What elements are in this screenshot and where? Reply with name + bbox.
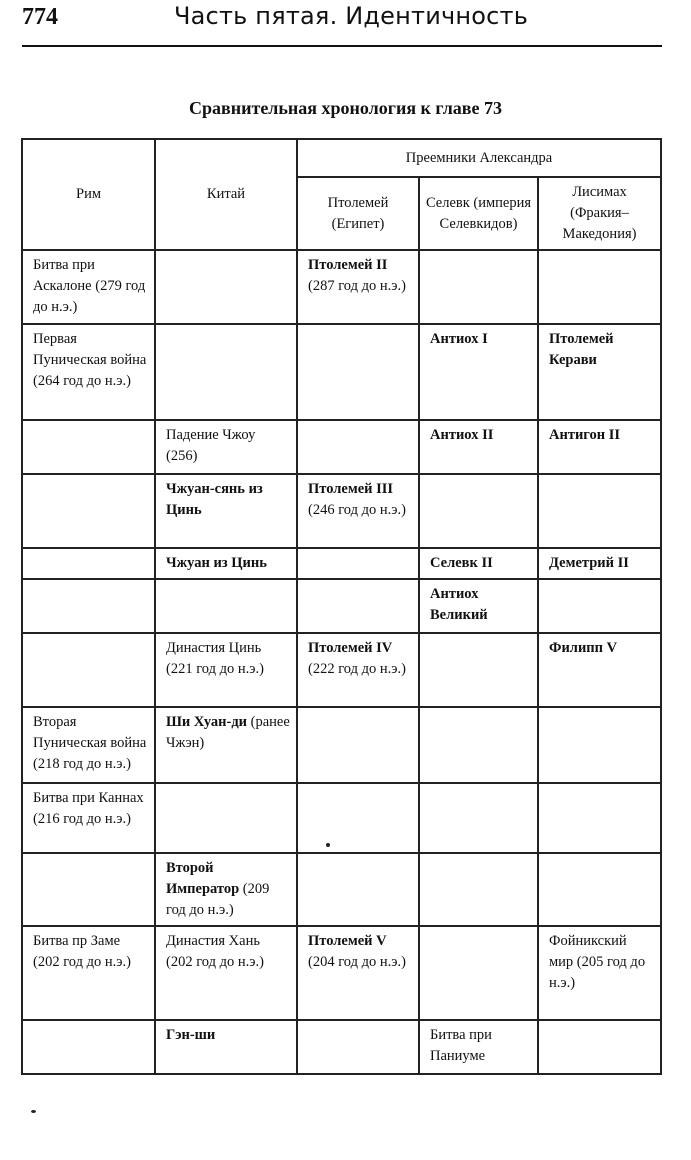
cell-rome-text: Вторая Пуническая война (218 год до н.э.) [33, 714, 147, 772]
column-header-lysimachus: Лисимах (Фракия–Македония) [538, 177, 661, 250]
cell-lysimachus-name: Филипп V [549, 640, 618, 656]
cell-ptolemy [297, 474, 419, 548]
chronology-table [21, 138, 662, 1075]
cell-china [155, 1020, 297, 1074]
table-row [22, 579, 661, 633]
cell-ptolemy-text: (222 год до н.э.) [308, 661, 406, 677]
running-head-title: Часть пятая. Идентичность [174, 2, 529, 30]
cell-rome [22, 250, 155, 324]
cell-china [155, 250, 297, 324]
cell-ptolemy [297, 783, 419, 853]
cell-china-name: Второй Император [166, 860, 240, 897]
cell-lysimachus [538, 548, 661, 579]
table-row [22, 633, 661, 707]
cell-rome [22, 707, 155, 783]
cell-seleucus-name: Антиох I [430, 331, 488, 347]
table-row [22, 1020, 661, 1074]
cell-lysimachus [538, 420, 661, 474]
cell-seleucus [419, 707, 538, 783]
cell-rome-text: Первая Пуническая война (264 год до н.э.) [33, 331, 147, 389]
cell-ptolemy [297, 324, 419, 420]
cell-china-name: Чжуан из Цинь [166, 555, 267, 571]
cell-rome [22, 926, 155, 1020]
cell-seleucus [419, 1020, 538, 1074]
cell-lysimachus [538, 633, 661, 707]
cell-ptolemy-name: Птолемей IV [308, 640, 393, 656]
cell-seleucus-name: Селевк II [430, 555, 493, 571]
cell-ptolemy-text: (246 год до н.э.) [308, 502, 406, 518]
cell-seleucus [419, 474, 538, 548]
cell-china [155, 579, 297, 633]
cell-rome [22, 420, 155, 474]
cell-lysimachus [538, 1020, 661, 1074]
cell-lysimachus [538, 853, 661, 926]
cell-seleucus [419, 926, 538, 1020]
cell-rome [22, 1020, 155, 1074]
cell-seleucus-name: Антиох Великий [430, 586, 488, 623]
cell-rome [22, 324, 155, 420]
cell-seleucus [419, 783, 538, 853]
cell-china [155, 474, 297, 548]
cell-seleucus [419, 633, 538, 707]
cell-seleucus [419, 548, 538, 579]
cell-china-name: Чжуан-сянь из Цинь [166, 481, 263, 518]
chronology-body [22, 250, 661, 1074]
cell-ptolemy [297, 1020, 419, 1074]
cell-lysimachus-text: Фойникский мир (205 год до н.э.) [549, 933, 646, 991]
table-row [22, 783, 661, 853]
table-row [22, 250, 661, 324]
cell-china-text: (209 год до н.э.) [166, 881, 270, 918]
print-speck [31, 1110, 36, 1113]
cell-ptolemy [297, 926, 419, 1020]
cell-ptolemy [297, 420, 419, 474]
cell-rome [22, 579, 155, 633]
column-header-rome: Рим [22, 139, 155, 250]
cell-lysimachus [538, 783, 661, 853]
column-header-successors: Преемники Александра [297, 139, 661, 177]
cell-ptolemy [297, 633, 419, 707]
cell-lysimachus-name: Деметрий II [549, 555, 629, 571]
table-row [22, 707, 661, 783]
cell-lysimachus [538, 926, 661, 1020]
cell-ptolemy-text: (287 год до н.э.) [308, 278, 406, 294]
table-row [22, 926, 661, 1020]
cell-ptolemy-name: Птолемей V [308, 933, 387, 949]
cell-ptolemy-name: Птолемей III [308, 481, 394, 497]
cell-china [155, 783, 297, 853]
cell-lysimachus [538, 250, 661, 324]
cell-ptolemy [297, 579, 419, 633]
column-header-seleucus: Селевк (империя Селевкидов) [419, 177, 538, 250]
cell-rome-text: Битва пр Заме (202 год до н.э.) [33, 933, 131, 970]
cell-seleucus [419, 853, 538, 926]
cell-china-text: Падение Чжоу (256) [166, 427, 256, 464]
cell-seleucus [419, 579, 538, 633]
table-row [22, 474, 661, 548]
column-header-ptolemy: Птолемей (Египет) [297, 177, 419, 250]
cell-ptolemy [297, 548, 419, 579]
cell-ptolemy [297, 853, 419, 926]
table-row [22, 548, 661, 579]
cell-china-name: Гэн-ши [166, 1027, 216, 1043]
cell-seleucus [419, 324, 538, 420]
cell-seleucus-text: Битва при Паниуме [430, 1027, 492, 1064]
cell-lysimachus [538, 707, 661, 783]
cell-rome [22, 853, 155, 926]
column-header-china: Китай [155, 139, 297, 250]
cell-china-text: Династия Хань (202 год до н.э.) [166, 933, 264, 970]
cell-lysimachus [538, 579, 661, 633]
cell-seleucus-name: Антиох II [430, 427, 494, 443]
header-rule [22, 45, 662, 47]
cell-rome [22, 474, 155, 548]
cell-china [155, 926, 297, 1020]
cell-china [155, 633, 297, 707]
cell-china [155, 324, 297, 420]
cell-seleucus [419, 420, 538, 474]
cell-china [155, 853, 297, 926]
header-row-top [22, 139, 661, 177]
cell-ptolemy-name: Птолемей II [308, 257, 388, 273]
cell-ptolemy [297, 707, 419, 783]
cell-rome [22, 783, 155, 853]
cell-lysimachus [538, 474, 661, 548]
table-title: Сравнительная хронология к главе 73 [189, 98, 502, 118]
cell-seleucus [419, 250, 538, 324]
cell-ptolemy-text: (204 год до н.э.) [308, 954, 406, 970]
cell-china-text: Династия Цинь (221 год до н.э.) [166, 640, 264, 677]
print-speck [326, 843, 330, 847]
cell-china [155, 548, 297, 579]
cell-china [155, 420, 297, 474]
cell-china-text: (ранее Чжэн) [166, 714, 290, 751]
cell-rome [22, 548, 155, 579]
table-row [22, 420, 661, 474]
cell-rome [22, 633, 155, 707]
cell-lysimachus-name: Птолемей Керави [549, 331, 614, 368]
cell-lysimachus [538, 324, 661, 420]
cell-ptolemy [297, 250, 419, 324]
cell-rome-text: Битва при Каннах (216 год до н.э.) [33, 790, 144, 827]
cell-lysimachus-name: Антигон II [549, 427, 621, 443]
cell-china [155, 707, 297, 783]
table-row [22, 324, 661, 420]
cell-rome-text: Битва при Аскалоне (279 год до н.э.) [33, 257, 146, 315]
table-row [22, 853, 661, 926]
page-number: 774 [22, 4, 58, 30]
cell-china-name: Ши Хуан-ди [166, 714, 248, 730]
